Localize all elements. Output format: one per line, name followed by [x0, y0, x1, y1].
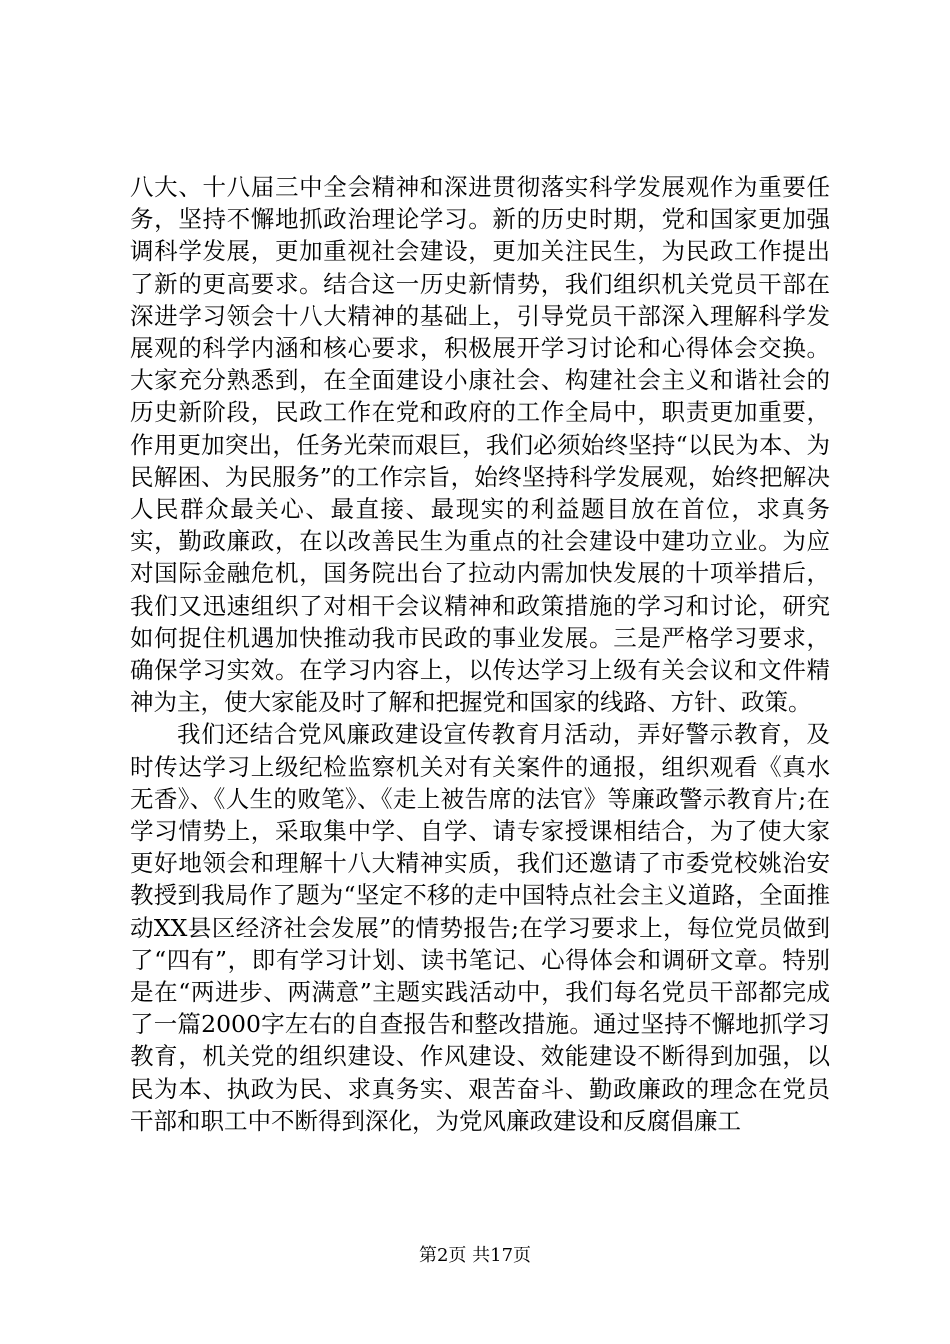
page-number-footer: 第2页 共17页: [418, 1245, 532, 1266]
document-body: [130, 171, 830, 1137]
paragraph-1: 八大、十八届三中全会精神和深进贯彻落实科学发展观作为重要任务，坚持不懈地抓政治理论学习。新的历史时期，党和国家更加强调科学发展，更加重视社会建设，更加关注民生，为民政工作提出了新的更高要求。结合这一历史新情势，我们组织机关党员干部在深进学习领会十八大精神的基础上，引导党员干部深入理解科学发展观的科学内涵和核心要求，积极展开学习讨论和心得体会交换。大家充分熟悉到，在全面建设小康社会、构建社会主义和谐社会的历史新阶段，民政工作在党和政府的工作全局中，职责更加重要，作用更加突出，任务光荣而艰巨，我们必须始终坚持“以民为本、为民解困、为民服务”的工作宗旨，始终坚持科学发展观，始终把解决人民群众最关心、最直接、最现实的利益题目放在首位，求真务实，勤政廉政，在以改善民生为重点的社会建设中建功立业。为应对国际金融危机，国务院出台了拉动内需加快发展的十项举措后，我们又迅速组织了对相干会议精神和政策措施的学习和讨论，研究如何捉住机遇加快推动我市民政的事业发展。三是严格学习要求，确保学习实效。在学习内容上，以传达学习上级有关会议和文件精神为主，使大家能及时了解和把握党和国家的线路、方针、政策。: [130, 173, 830, 717]
paragraph-2: 我们还结合党风廉政建设宣传教育月活动，弄好警示教育，及时传达学习上级纪检监察机关对有关案件的通报，组织观看《真水无香》、《人生的败笔》、《走上被告席的法官》等廉政警示教育片;在学习情势上，采取集中学、自学、请专家授课相结合，为了使大家更好地领会和理解十八大精神实质，我们还邀请了市委党校姚治安教授到我局作了题为“坚定不移的走中国特点社会主义道路，全面推动XX县区经济社会发展”的情势报告;在学习要求上，每位党员做到了“四有”，即有学习计划、读书笔记、心得体会和调研文章。特别是在“两进步、两满意”主题实践活动中，我们每名党员干部都完成了一篇2000字左右的自查报告和整改措施。通过坚持不懈地抓学习教育，机关党的组织建设、作风建设、效能建设不断得到加强，以民为本、执政为民、求真务实、艰苦奋斗、勤政廉政的理念在党员干部和职工中不断得到深化，为党风廉政建设和反腐倡廉工: [130, 720, 830, 1135]
